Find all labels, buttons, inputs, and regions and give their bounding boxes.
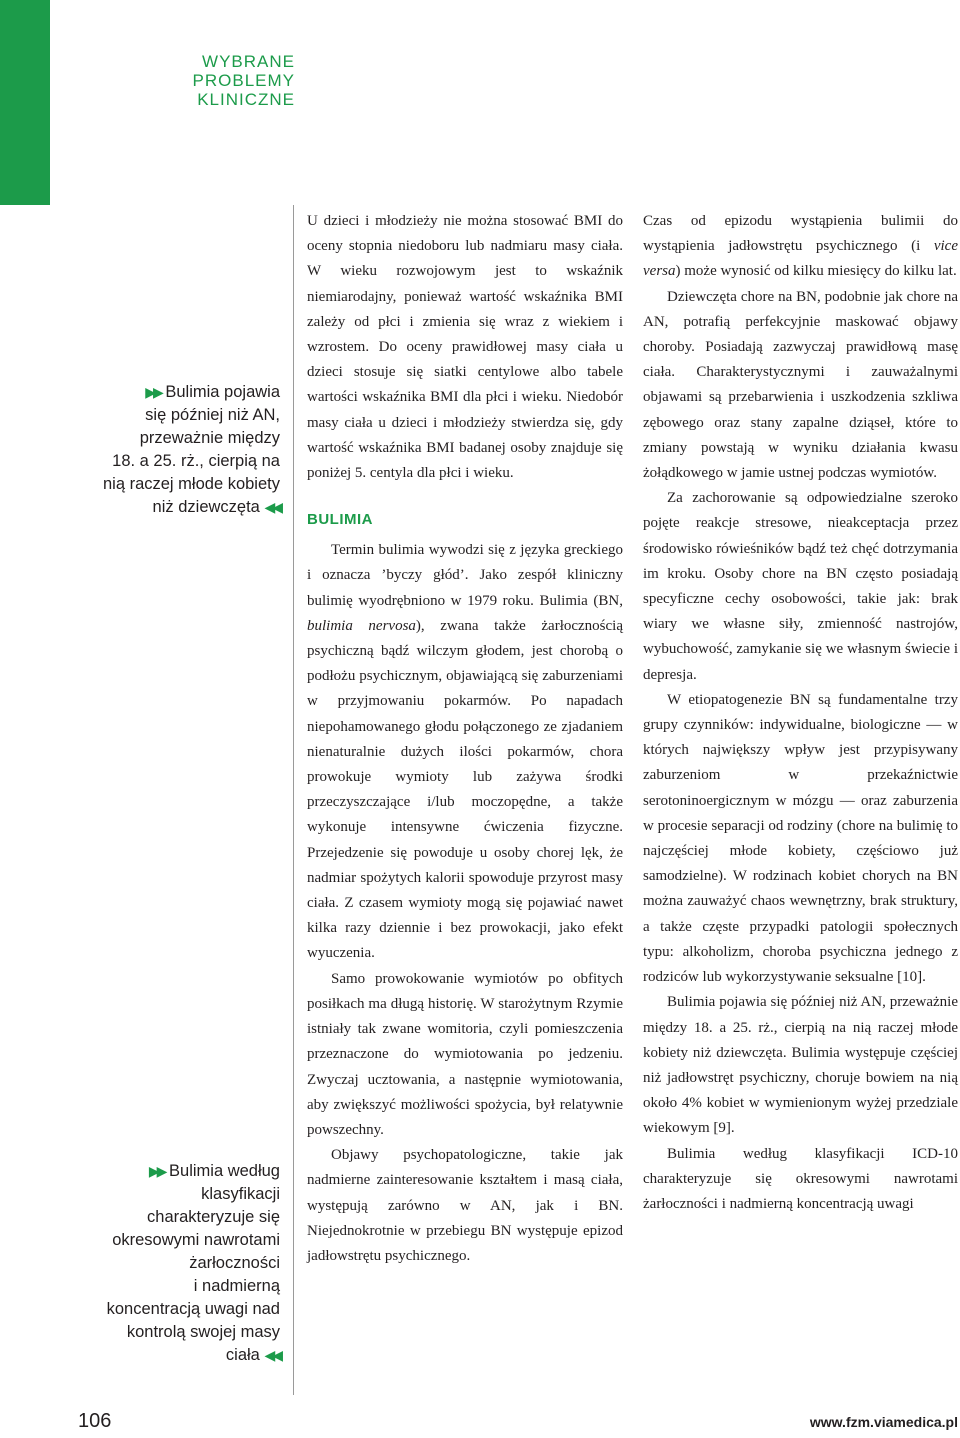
pull-quote-line: i nadmierną <box>193 1277 280 1295</box>
section-label-line: PROBLEMY <box>192 71 295 90</box>
pull-quote-line: kontrolą swojej masy <box>126 1323 280 1341</box>
text-column-2 <box>643 209 958 1217</box>
paragraph: Objawy psychopatologiczne, takie jak nadmierne zainteresowanie kształtem i masą ciała, występują zarówno w AN, jak i BN. Niejednokrotnie w przebiegu BN występuje epizod jadłowstrętu psychicznego. <box>307 1147 623 1264</box>
pull-quote-line: 18. a 25. rż., cierpią na <box>112 452 280 470</box>
pull-quote-line: żarłoczności <box>189 1254 280 1272</box>
close-quote-arrows-icon: ◀◀ <box>264 1347 280 1363</box>
paragraph: Dziewczęta chore na BN, podobnie jak chore na AN, potrafią perfekcyjnie maskować objawy choroby. Posiadają zazwyczaj prawidłową masę ciała. Charakterystycznymi i zauważalnymi objawami są przebarwienia i uszkodzenia szkliwa zębowego oraz stany zapalne dziąseł, które to zmiany powstają w wyniku działania kwasu żołądkowego w jamie ustnej podczas wymiotów. <box>643 288 958 482</box>
open-quote-arrows-icon: ▶▶ <box>145 384 161 400</box>
paragraph: Czas od epizodu wystąpienia bulimii do wystąpienia jadłowstrętu psychicznego (i vice versa) może wynosić od kilku miesięcy do kilku lat. <box>643 213 958 280</box>
section-label-line: KLINICZNE <box>197 90 295 109</box>
pull-quote-line: Bulimia pojawia <box>165 383 280 401</box>
pull-quote-1 <box>50 381 280 519</box>
paragraph: U dzieci i młodzieży nie można stosować BMI do oceny stopnia niedoboru lub nadmiaru masy ciała. W wieku rozwojowym jest to wskaźnik niemiarodajny, ponieważ wartość wskaźnika BMI zależy od płci i zmienia się wraz z wiekiem i wzrostem. Do oceny prawidłowej masy ciała u dzieci stosuje się siatki centylowe albo tabele wartości wskaźnika BMI dla płci i wieku. Niedobór masy ciała u dzieci i młodzieży stwierdza się, gdy wartość wskaźnika BMI badanej osoby znajduje się poniżej 5. centyla dla płci i wieku. <box>307 213 623 482</box>
close-quote-arrows-icon: ◀◀ <box>264 499 280 515</box>
page-number: 106 <box>78 1410 112 1432</box>
website-link[interactable]: www.fzm.viamedica.pl <box>809 1414 958 1430</box>
paragraph: Bulimia według klasyfikacji ICD-10 charakteryzuje się okresowymi nawrotami żarłoczności i nadmierną koncentracją uwagi <box>643 1145 958 1212</box>
paragraph: Za zachorowanie są odpowiedzialne szeroko pojęte reakcje stresowe, nieakceptacja przez środowisko rówieśników bądź też chęć dotrzymania im kroku. Osoby chore na BN często posiadają specyficzne cechy osobowości, takie jak: brak wiary we własne siły, zmienność nastrojów, wybuchowość, zamykanie się we własnym świecie i depresja. <box>643 490 958 683</box>
pull-quote-line: koncentracją uwagi nad <box>106 1300 280 1318</box>
section-heading: BULIMIA <box>307 511 373 529</box>
column-divider <box>293 205 294 1395</box>
pull-quote-line: niż dziewczęta <box>152 498 260 516</box>
pull-quote-line: klasyfikacji <box>201 1185 280 1203</box>
pull-quote-line: okresowymi nawrotami <box>112 1231 280 1249</box>
paragraph: Bulimia pojawia się później niż AN, przeważnie między 18. a 25. rż., cierpią na nią raczej młode kobiety niż dziewczęta. Bulimia występuje częściej niż jadłowstręt psychiczny, choruje bowiem na nią około 4% kobiet w wymienionym wyżej przedziale wiekowym [9]. <box>643 994 958 1137</box>
pull-quote-line: Bulimia według <box>169 1162 280 1180</box>
pull-quote-line: charakteryzuje się <box>147 1208 280 1226</box>
pull-quote-line: ciała <box>225 1346 260 1364</box>
pull-quote-line: się później niż AN, <box>145 406 280 424</box>
pull-quote-2 <box>50 1160 280 1367</box>
section-color-bar <box>0 0 50 205</box>
pull-quote-line: przeważnie między <box>139 429 280 447</box>
paragraph: Termin bulimia wywodzi się z języka greckiego i oznacza ’byczy głód’. Jako zespół kliniczny bulimię wyodrębniono w 1979 roku. Bulimia (BN, bulimia nervosa), zwana także żarłocznością psychiczną bądź wilczym głodem, jest chorobą o podłożu psychicznym, objawiającą się zaburzeniami w przyjmowaniu pokarmów. Po napadach niepohamowanego głodu połączonego ze zjadaniem nienaturalnie dużych ilości pokarmów, chora prowokuje wymioty lub zażywa środki przeczyszczające i/lub moczopędne, a także wykonuje intensywne ćwiczenia fizyczne. Przejedzenie się powoduje u osoby chorej lęk, że nadmiar spożytych kalorii spowoduje przyrost masy ciała. Z czasem wymioty mogą się pojawiać nawet kilka razy dziennie i bez prowokacji, jako efekt wyuczenia. <box>307 542 623 962</box>
open-quote-arrows-icon: ▶▶ <box>148 1163 165 1179</box>
pull-quote-line: nią raczej młode kobiety <box>102 475 280 493</box>
paragraph: W etiopatogenezie BN są fundamentalne trzy grupy czynników: indywidualne, biologiczne — w których największy wpływ jest przypisywany zaburzeniom w przekaźnictwie serotoninoergicznym w mózgu — oraz zaburzenia w procesie separacji od rodziny (chore na bulimię to najczęściej młode kobiety, częściowo już samodzielne). W rodzinach kobiet chorych na BN można zauważyć chaos wewnętrzny, brak struktury, a także częste przypadki patologii społecznych typu: alkoholizm, choroba psychiczna jednego z rodziców lub wykorzystywanie seksualne [10]. <box>643 691 958 986</box>
section-label-line: WYBRANE <box>202 52 295 71</box>
section-label <box>95 52 295 109</box>
paragraph: Samo prowokowanie wymiotów po obfitych posiłkach ma długą historię. W starożytnym Rzymie istniały tak zwane womitoria, czyli pomieszczenia przeznaczone do wymiotowania po jedzeniu. Zwyczaj ucztowania, a następnie wymiotowania, aby zwiększyć możliwości spożycia, był relatywnie powszechny. <box>307 970 623 1138</box>
text-column-1 <box>307 209 623 1269</box>
